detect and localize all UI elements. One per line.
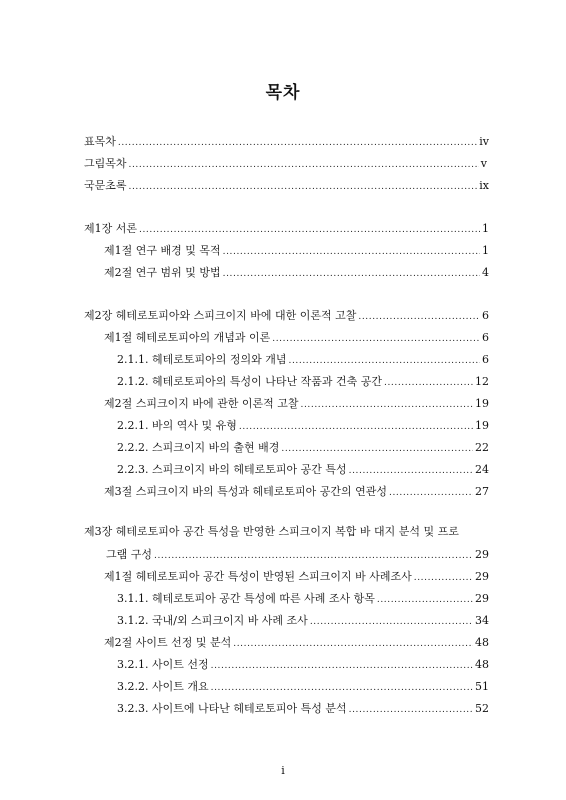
toc-entry-label: 3.1.1. 헤테로토피아 공간 특성에 따른 사례 조사 항목 (117, 592, 375, 605)
toc-entry-chapter-2[interactable] (84, 309, 489, 323)
toc-entry-label: 국문초록 (84, 179, 127, 192)
toc-entry-label: 2.2.1. 바의 역사 및 유형 (117, 419, 237, 432)
toc-entry-section[interactable] (104, 636, 489, 650)
toc-entry-label: 그램 구성 (106, 548, 153, 561)
toc-entry-label: 제1장 서론 (84, 222, 137, 235)
toc-entry-subsection[interactable] (117, 702, 489, 716)
toc-entry-label: 2.1.1. 헤테로토피아의 정의와 개념 (117, 353, 287, 366)
toc-entry-page: iv (479, 135, 489, 148)
toc-entry-label: 표목차 (84, 135, 116, 148)
toc-entry-label: 2.2.2. 스피크이지 바의 출현 배경 (117, 441, 280, 454)
toc-entry-page: 29 (475, 570, 489, 583)
toc-entry-subsection[interactable] (117, 680, 489, 694)
toc-leader-dots (154, 549, 473, 563)
toc-entry-page: 6 (482, 353, 489, 366)
toc-entry-label: 그림목차 (84, 157, 127, 170)
toc-leader-dots (349, 703, 473, 717)
toc-leader-dots (384, 376, 473, 390)
toc-entry-page: 22 (475, 441, 489, 454)
toc-entry-section[interactable] (104, 570, 489, 584)
toc-entry-subsection[interactable] (117, 441, 489, 455)
toc-entry-subsection[interactable] (117, 353, 489, 367)
toc-leader-dots (349, 464, 473, 478)
toc-leader-dots (129, 158, 479, 172)
toc-entry-section[interactable] (104, 331, 489, 345)
toc-entry-page: 51 (475, 680, 489, 693)
toc-entry-page: 52 (475, 702, 489, 715)
toc-entry-label: 제2장 헤테로토피아와 스피크이지 바에 대한 이론적 고찰 (84, 309, 357, 322)
toc-leader-dots (310, 615, 473, 629)
toc-leader-dots (272, 332, 480, 346)
toc-entry-page: 1 (482, 244, 489, 257)
toc-leader-dots (223, 245, 480, 259)
toc-entry-page: ix (479, 179, 489, 192)
toc-entry-label: 제1절 헤테로토피아 공간 특성이 반영된 스피크이지 바 사례조사 (104, 570, 412, 583)
toc-entry-section[interactable] (104, 397, 489, 411)
toc-entry-label: 3.2.1. 사이트 선정 (117, 658, 209, 671)
toc-leader-dots (289, 354, 481, 368)
toc-leader-dots (233, 637, 473, 651)
toc-entry-subsection[interactable] (117, 592, 489, 606)
toc-entry-page: 24 (475, 463, 489, 476)
toc-entry-chapter-1[interactable] (84, 222, 489, 236)
toc-entry-page: 27 (475, 485, 489, 498)
toc-entry-list-of-tables[interactable] (84, 135, 489, 149)
toc-entry-page: 12 (475, 375, 489, 388)
toc-entry-subsection[interactable] (117, 463, 489, 477)
toc-leader-dots (377, 593, 473, 607)
toc-entry-page: 48 (475, 658, 489, 671)
toc-entry-section[interactable] (104, 244, 489, 258)
toc-entry-page: 34 (475, 614, 489, 627)
toc-entry-page: 29 (475, 592, 489, 605)
toc-entry-subsection[interactable] (117, 375, 489, 389)
toc-entry-chapter-3-line1[interactable]: 제3장 헤테로토피아 공간 특성을 반영한 스피크이지 복합 바 대지 분석 및 프로 (84, 525, 459, 538)
toc-leader-dots (118, 136, 477, 150)
toc-leader-dots (129, 180, 478, 194)
toc-entry-subsection[interactable] (117, 614, 489, 628)
toc-entry-korean-abstract[interactable] (84, 179, 489, 193)
toc-entry-subsection[interactable] (117, 658, 489, 672)
toc-entry-section[interactable] (104, 485, 489, 499)
toc-entry-label: 제2절 사이트 선정 및 분석 (104, 636, 232, 649)
toc-leader-dots (301, 398, 474, 412)
page-title: 목차 (265, 83, 301, 103)
toc-leader-dots (223, 267, 480, 281)
toc-entry-label: 제1절 연구 배경 및 목적 (104, 244, 221, 257)
toc-entry-list-of-figures[interactable] (84, 157, 487, 171)
toc-entry-label: 제3절 스피크이지 바의 특성과 헤테로토피아 공간의 연관성 (104, 485, 387, 498)
toc-entry-page: 29 (475, 548, 489, 561)
toc-entry-page: 48 (475, 636, 489, 649)
toc-entry-page: 19 (475, 397, 489, 410)
toc-leader-dots (389, 486, 473, 500)
toc-leader-dots (211, 659, 473, 673)
toc-entry-page: v (480, 157, 487, 170)
toc-entry-page: 6 (482, 331, 489, 344)
toc-entry-page: 1 (482, 222, 489, 235)
toc-entry-label: 제2절 연구 범위 및 방법 (104, 266, 221, 279)
toc-entry-page: 6 (482, 309, 489, 322)
toc-entry-label: 3.2.3. 사이트에 나타난 헤테로토피아 특성 분석 (117, 702, 347, 715)
toc-leader-dots (358, 310, 480, 324)
toc-entry-section[interactable] (104, 266, 489, 280)
toc-entry-page: 19 (475, 419, 489, 432)
toc-leader-dots (211, 681, 473, 695)
toc-entry-label: 2.2.3. 스피크이지 바의 헤테로토피아 공간 특성 (117, 463, 347, 476)
toc-entry-label: 제1절 헤테로토피아의 개념과 이론 (104, 331, 271, 344)
toc-entry-label: 3.2.2. 사이트 개요 (117, 680, 209, 693)
toc-entry-chapter-3[interactable] (106, 548, 489, 562)
toc-leader-dots (139, 223, 480, 237)
toc-leader-dots (414, 571, 473, 585)
toc-entry-page: 4 (482, 266, 489, 279)
toc-entry-label: 제2절 스피크이지 바에 관한 이론적 고찰 (104, 397, 299, 410)
toc-leader-dots (239, 420, 473, 434)
page-number: i (281, 764, 285, 777)
toc-entry-label: 2.1.2. 헤테로토피아의 특성이 나타난 작품과 건축 공간 (117, 375, 382, 388)
toc-entry-subsection[interactable] (117, 419, 489, 433)
toc-leader-dots (281, 442, 473, 456)
toc-entry-label: 3.1.2. 국내/외 스피크이지 바 사례 조사 (117, 614, 308, 627)
